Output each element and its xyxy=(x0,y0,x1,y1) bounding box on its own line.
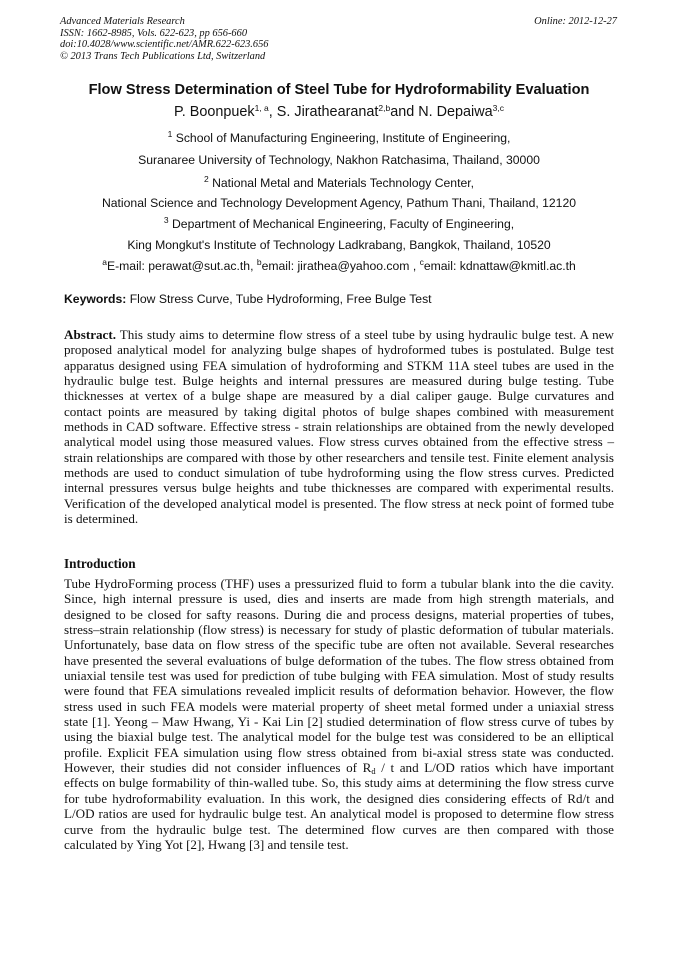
abstract-text: This study aims to determine flow stress of a steel tube by using hydraulic bulge test. A new proposed analytical model for analyzing bulge shapes of hydroformed tubes is postulated. Bulge test apparatus designed using FEA simulation of hydroforming and STKM 11A steel tubes are used in the hydraulic bulge test. Bulge heights and internal pressures are measured during bulge testing. Tube thicknesses at vertex of a bulge shape are measured by a dial caliper gauge. Bulge curvatures and contact points are measured by taking digital photos of bulge shapes combined with measurement methods in CAD software. Effective stress - strain relationships are obtained from the newly developed analytical model using those measured values. Flow stress curves obtained from the effective stress – strain relationships are compared with those by other researchers and tensile test. Finite element analysis methods are used to conduct simulation of tube hydroforming using the flow stress curves. Predicted internal pressures versus bulge heights and tube thicknesses are compared with experimental results. Verification of the developed analytical model is presented. The flow stress at neck point of formed tube is determined. xyxy=(64,327,614,527)
intro-text-part-2: / t and L/OD ratios which have important effects on bulge formability of thin-walled tube. So, this study aims at determining the flow stress curve for tube hydroformability evaluation. In this work, the designed dies considering effects of Rd/t and L/OD ratios are used for hydraulic bulge test. An analytical model is proposed to determine flow stress curve from the hydraulic bulge test. The determined flow curves are then compared with those calculated by Ying Yot [2], Hwang [3] and tensile test. xyxy=(64,760,615,852)
copyright-line: © 2013 Trans Tech Publications Ltd, Switzerland xyxy=(60,50,266,62)
affiliation-2-text: National Metal and Materials Technology Center, xyxy=(208,176,475,190)
email-a-marker: a xyxy=(102,257,107,267)
section-heading-introduction: Introduction xyxy=(64,556,136,571)
intro-text-part-1: Tube HydroForming process (THF) uses a pressurized fluid to form a tubular blank into the die cavity. Since, high internal pressure is used, dies and inserts are made from high strength materials, and designed to be closed for safty reasons. During die and process designs, material properties of tubes, stress–strain relationship (flow stress) is necessary for study of plastic deformation of tubular materials. Unfortunately, base data on flow stress of the specific tube are often not available. Several researches have presented the several evaluations of bulge deformation of the tubes. The flow stress obtained from uniaxial tensile test was used for prediction of tube bulging with FEA simulation. Most of study results were found that FEA simulations revealed implicit results of deformation behavior. However, the flow stress used in such FEA models were material property of sheet metal formed under a uniaxial stress state [1]. Yeong – Maw Hwang, Yi - Kai Lin [2] studied determination of flow stress curve of tubes by using the biaxial bulge test. The analytical model for the bulge test was considered to be an elliptical profile. Explicit FEA simulation using flow stress obtained from bi-axial stress state was conducted. However, their studies did not consider influences of R xyxy=(64,576,614,776)
paper-title: Flow Stress Determination of Steel Tube for Hydroformability Evaluation xyxy=(88,82,590,98)
email-b: email: jirathea@yahoo.com , xyxy=(261,259,420,273)
affiliation-3-text: Department of Mechanical Engineering, Faculty of Engineering, xyxy=(168,217,515,231)
author-2-affil: 2,b xyxy=(378,103,391,113)
online-date: Online: 2012-12-27 xyxy=(534,16,617,27)
introduction-paragraph xyxy=(64,576,614,852)
author-3: and N. Depaiwa xyxy=(390,104,493,120)
affiliation-1-text: School of Manufacturing Engineering, Institute of Engineering, xyxy=(172,131,511,145)
author-1-affil: 1, a xyxy=(254,103,269,113)
affiliation-2-line-2: National Science and Technology Development Agency, Pathum Thani, Thailand, 12120 xyxy=(101,196,577,210)
abstract xyxy=(64,327,614,526)
affiliation-1-line-2: Suranaree University of Technology, Nakhon Ratchasima, Thailand, 30000 xyxy=(138,153,540,167)
doi-line: doi:10.4028/www.scientific.net/AMR.622-623.656 xyxy=(60,39,269,51)
affiliation-3-line-2: King Mongkut's Institute of Technology Ladkrabang, Bangkok, Thailand, 10520 xyxy=(127,238,551,252)
email-a: E-mail: perawat@sut.ac.th, xyxy=(106,259,257,273)
issn-line: ISSN: 1662-8985, Vols. 622-623, pp 656-660 xyxy=(60,27,248,39)
affiliation-3-marker: 3 xyxy=(163,215,169,225)
author-1: P. Boonpuek xyxy=(174,104,255,120)
email-line xyxy=(0,259,678,273)
affiliation-2-marker: 2 xyxy=(203,174,209,184)
journal-header xyxy=(60,16,620,62)
author-2: , S. Jirathearanat xyxy=(268,104,379,120)
author-3-affil: 3,c xyxy=(492,103,504,113)
keywords xyxy=(64,292,432,306)
affiliation-3-line-1 xyxy=(0,217,678,231)
keywords-label: Keywords: xyxy=(64,292,127,306)
keywords-text: Flow Stress Curve, Tube Hydroforming, Free Bulge Test xyxy=(126,292,432,306)
affiliation-2-line-1 xyxy=(0,176,678,190)
journal-info xyxy=(60,16,268,62)
email-b-marker: b xyxy=(256,257,262,267)
email-c: email: kdnattaw@kmitl.ac.th xyxy=(423,259,576,273)
affiliation-1-marker: 1 xyxy=(167,129,173,139)
intro-subscript: d xyxy=(371,766,376,777)
affiliation-1-line-1 xyxy=(0,131,678,145)
abstract-label: Abstract. xyxy=(64,327,116,342)
email-c-marker: c xyxy=(419,257,424,267)
journal-name: Advanced Materials Research xyxy=(60,16,185,27)
author-list xyxy=(0,104,678,120)
